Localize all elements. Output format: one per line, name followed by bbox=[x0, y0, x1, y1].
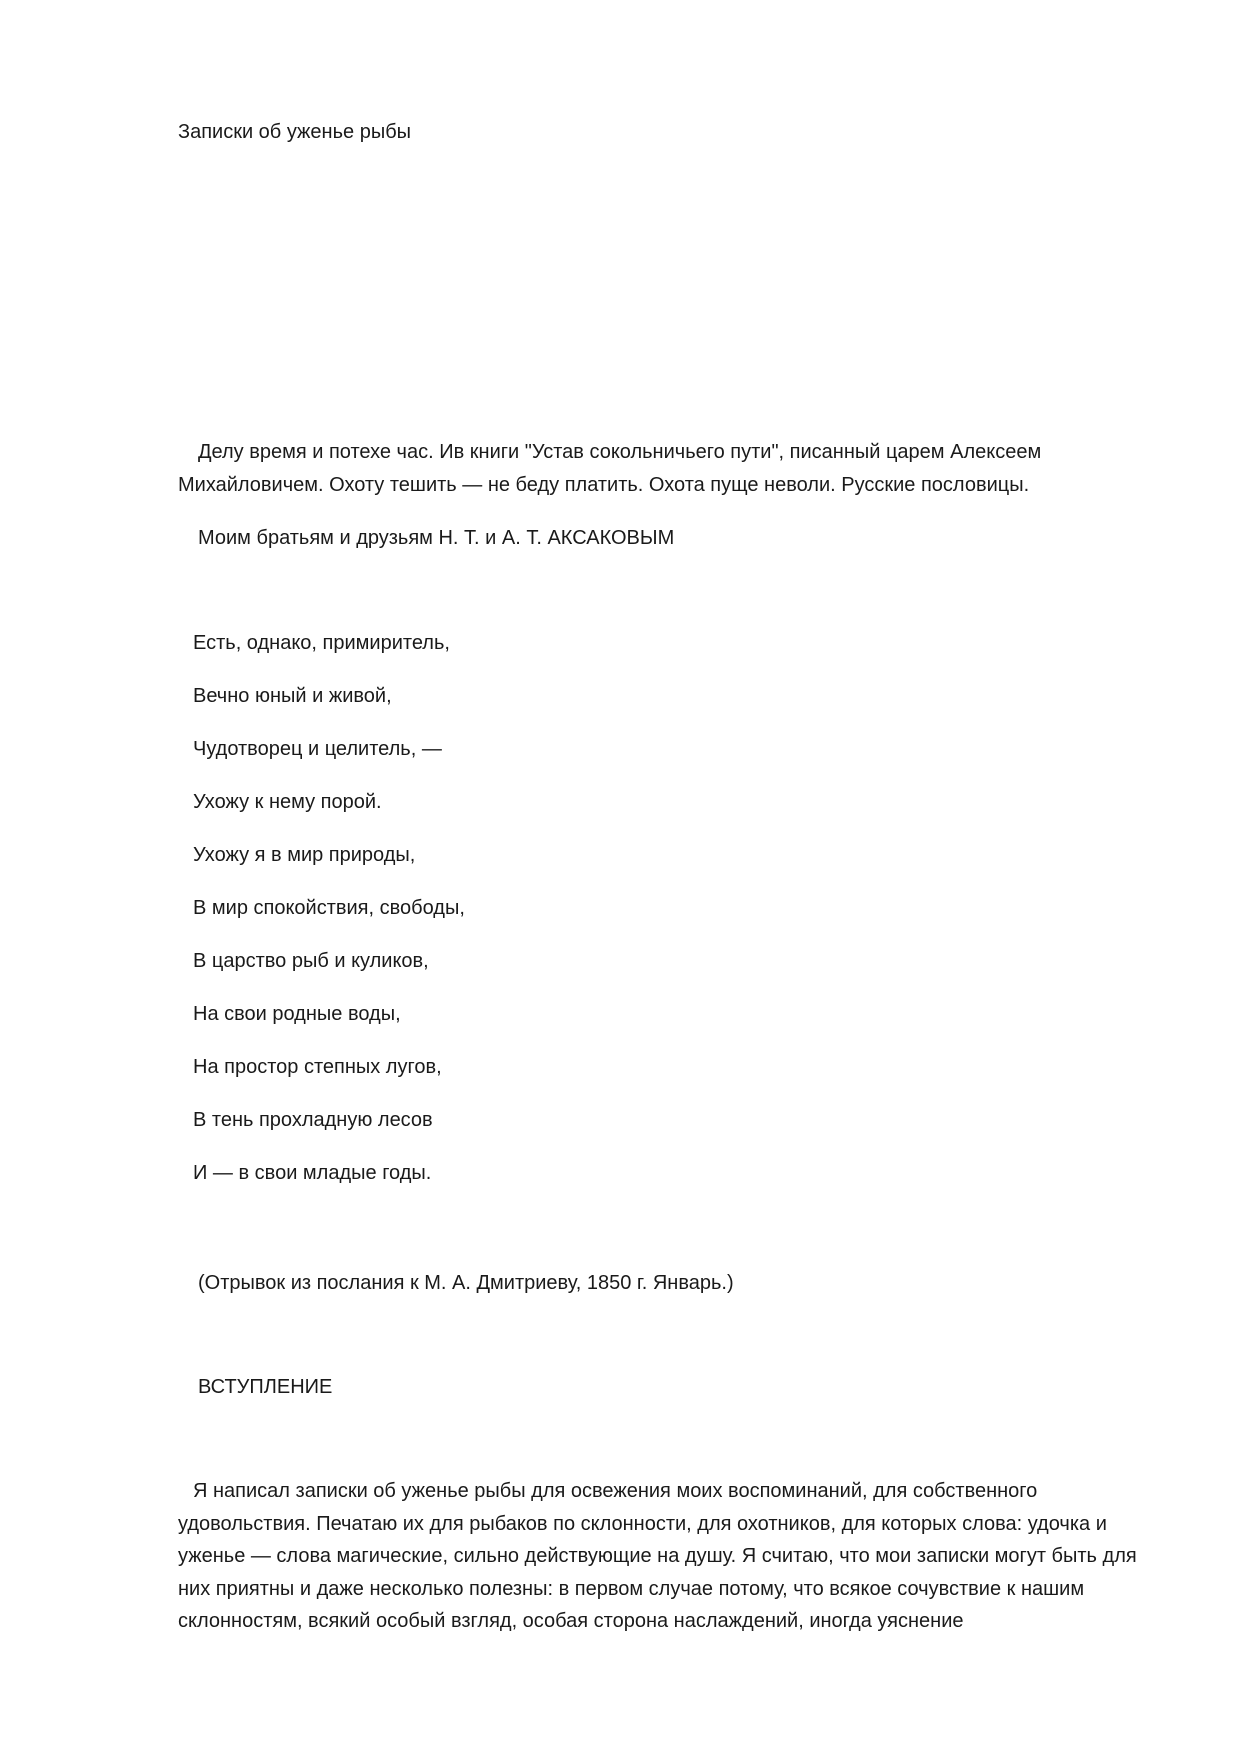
dedication: Моим братьям и друзьям Н. Т. и А. Т. АКСАКОВЫМ bbox=[198, 527, 675, 549]
poem-line: На свои родные воды, bbox=[193, 1003, 401, 1025]
poem-line: Есть, однако, примиритель, bbox=[193, 632, 450, 654]
poem-line: Ухожу я в мир природы, bbox=[193, 844, 416, 866]
poem-line: Чудотворец и целитель, — bbox=[193, 738, 442, 760]
poem-line: И — в свои младые годы. bbox=[193, 1162, 432, 1184]
poem bbox=[193, 630, 465, 1213]
poem-line: В мир спокойствия, свободы, bbox=[193, 897, 465, 919]
poem-line: В царство рыб и куликов, bbox=[193, 950, 429, 972]
poem-line: Ухожу к нему порой. bbox=[193, 791, 382, 813]
intro-paragraph: Я написал записки об уженье рыбы для освежения моих воспоминаний, для собственного удовольствия. Печатаю их для рыбаков по склонности, для охотников, для которых слова: удочка и уженье — слова магические, сильно действующие на душу. Я считаю, что мои записки могут быть для них приятны и даже несколько полезны: в первом случае потому, что всякое сочувствие к нашим склонностям, всякий особый взгляд, особая сторона наслаждений, иногда уяснение bbox=[178, 1480, 1137, 1632]
poem-source: (Отрывок из послания к М. А. Дмитриеву, 1850 г. Январь.) bbox=[198, 1272, 734, 1294]
poem-line: В тень прохладную лесов bbox=[193, 1109, 433, 1131]
poem-line: На простор степных лугов, bbox=[193, 1056, 442, 1078]
section-heading: ВСТУПЛЕНИЕ bbox=[198, 1376, 333, 1398]
epigraph: Делу время и потехе час. Ив книги "Устав сокольничьего пути", писанный царем Алексеем Михайловичем. Охоту тешить — не беду платить. Охота пуще неволи. Русские пословицы. bbox=[178, 441, 1042, 496]
poem-line: Вечно юный и живой, bbox=[193, 685, 392, 707]
document-title: Записки об уженье рыбы bbox=[178, 121, 412, 143]
